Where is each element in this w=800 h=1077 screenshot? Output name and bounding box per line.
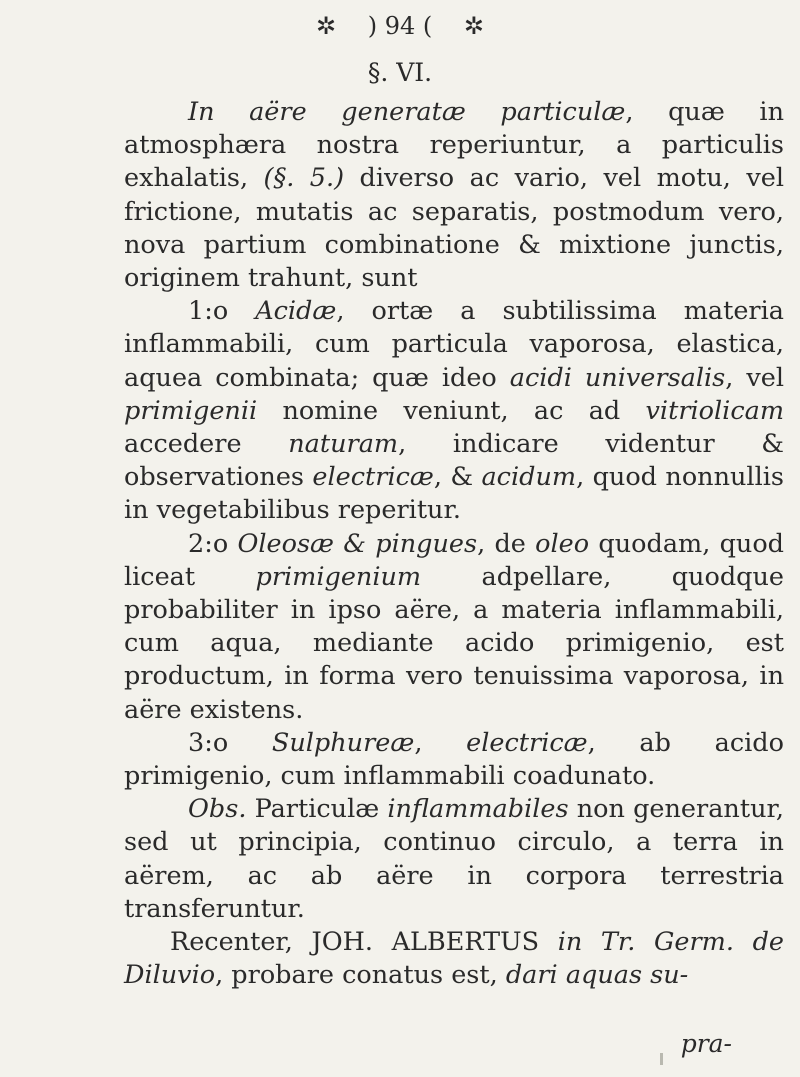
section-heading: §. VI. (367, 58, 433, 87)
ornament-left-icon: ✲ (315, 12, 337, 40)
paragraph-2: 1:o Acidæ, ortæ a subtilissima materia inflammabili, cum particula vaporosa, elastica, aquea combinata; quæ ideo acidi universalis, vel primigenii nomine veniunt, ac ad vitriolicam accedere naturam, indicare videntur & observationes electricæ, & acidum, quod nonnullis in vegetabilibus reperitur. (124, 296, 784, 526)
catchword: pra- (680, 1029, 732, 1058)
paragraph-1: In aëre generatæ particulæ, quæ in atmosphæra nostra reperiuntur, a particulis exhalatis, (§. 5.) diverso ac vario, vel motu, vel frictione, mutatis ac separatis, postmodum vero, nova partium combinatione & mixtione junctis, originem trahunt, sunt (124, 97, 784, 294)
paragraph-3: 2:o Oleosæ & pingues, de oleo quodam, quod liceat primigenium adpellare, quodque probabiliter in ipso aëre, a materia inflammabili, cum aqua, mediante acido primigenio, est productum, in forma vero tenuissima vaporosa, in aëre existens. (124, 528, 785, 725)
page-number: ) 94 ( (367, 12, 433, 40)
text-body (124, 96, 784, 992)
paragraph-recenter: Recenter, JOH. ALBERTUS in Tr. Germ. de Diluvio, probare conatus est, dari aquas su- (124, 927, 784, 991)
ink-mark (660, 1053, 663, 1065)
ornament-right-icon: ✲ (463, 12, 485, 40)
page-header (0, 12, 800, 40)
paragraph-4: 3:o Sulphureæ, electricæ, ab acido primigenio, cum inflammabili coadunato. (124, 727, 784, 792)
paragraph-observation: Obs. Particulæ inflammabiles non generantur, sed ut principia, continuo circulo, a terra in aërem, ac ab aëre in corpora terrestria transferuntur. (124, 794, 784, 924)
